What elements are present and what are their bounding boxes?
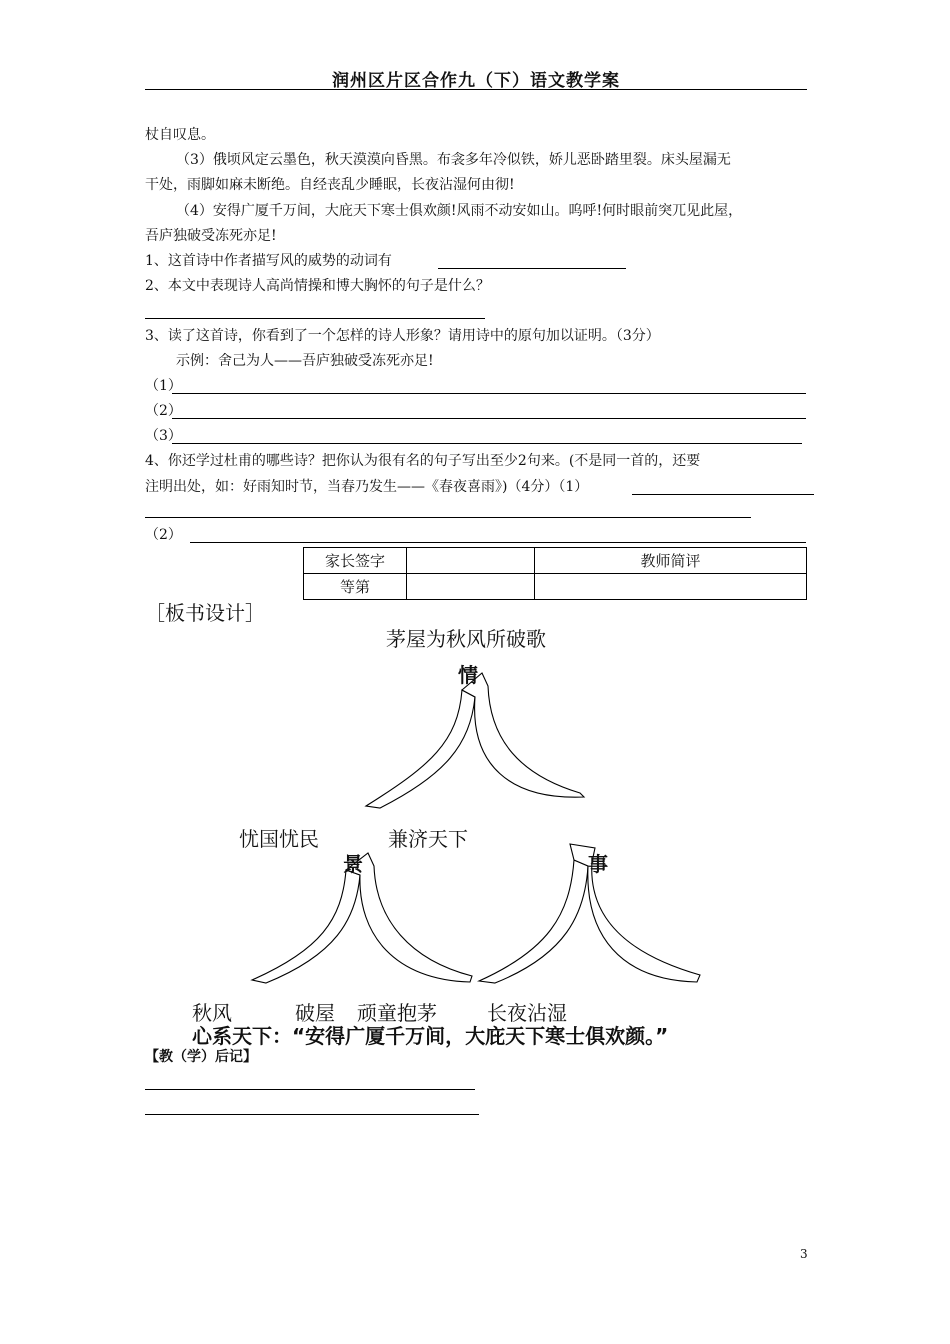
board-title: 茅屋为秋风所破歌 bbox=[386, 627, 546, 651]
arrow-jing-to-left bbox=[252, 870, 360, 983]
board-bottom-children: 顽童抱茅 bbox=[357, 1001, 437, 1025]
board-qing: 情 bbox=[458, 663, 478, 687]
afterword-line-2[interactable] bbox=[145, 1114, 479, 1115]
board-jing: 景 bbox=[343, 852, 363, 876]
arrow-shi-to-left bbox=[479, 860, 588, 983]
afterword-line-1[interactable] bbox=[145, 1089, 475, 1090]
q4-label-2: （2） bbox=[145, 527, 182, 543]
board-bottom-autumn-wind: 秋风 bbox=[192, 1001, 232, 1025]
board-bottom-long-night: 长夜沾湿 bbox=[487, 1001, 567, 1025]
q3-label-2: （2） bbox=[145, 403, 182, 419]
poem-stanza-3-line-2: 干处，雨脚如麻未断绝。自经丧乱少睡眠，长夜沾湿何由彻! bbox=[145, 177, 515, 193]
arrow-jing-to-right bbox=[346, 853, 472, 982]
question-4-line-1: 4、你还学过杜甫的哪些诗？把你认为很有名的句子写出至少2句来。(不是同一首的，还要 bbox=[145, 453, 701, 469]
question-1: 1、这首诗中作者描写风的威势的动词有 bbox=[145, 253, 392, 269]
board-summary: 心系天下：“安得广厦千万间，大庇天下寒士俱欢颜。” bbox=[192, 1024, 669, 1048]
afterword-label: 【教（学）后记】 bbox=[145, 1049, 257, 1065]
poem-continuation: 杖自叹息。 bbox=[145, 127, 215, 143]
question-4-line-2: 注明出处，如：好雨知时节，当春乃发生——《春夜喜雨》)（4分）（1） bbox=[145, 479, 589, 495]
arrow-qing-to-right bbox=[462, 673, 584, 797]
q3-label-3: （3） bbox=[145, 428, 182, 444]
teacher-comment-label: 教师简评 bbox=[535, 548, 807, 574]
poem-stanza-4-line-1: （4）安得广厦千万间，大庇天下寒士俱欢颜!风雨不动安如山。呜呼!何时眼前突兀见此屋， bbox=[176, 203, 743, 219]
board-bottom-broken-house: 破屋 bbox=[295, 1001, 335, 1025]
page-number: 3 bbox=[800, 1247, 808, 1261]
q3-label-1: （1） bbox=[145, 378, 182, 394]
grade-label: 等第 bbox=[304, 574, 407, 600]
arrow-qing-to-left bbox=[366, 690, 475, 808]
board-left-theme: 忧国忧民 bbox=[239, 827, 319, 851]
question-3: 3、读了这首诗，你看到了一个怎样的诗人形象？请用诗中的原句加以证明。（3分） bbox=[145, 328, 660, 344]
poem-stanza-3-line-1: （3）俄顷风定云墨色，秋天漠漠向昏黑。布衾多年冷似铁，娇儿恶卧踏里裂。床头屋漏无 bbox=[176, 152, 731, 168]
question-2: 2、本文中表现诗人高尚情操和博大胸怀的句子是什么？ bbox=[145, 278, 490, 294]
board-shi: 事 bbox=[588, 852, 608, 876]
board-design-heading: ［板书设计］ bbox=[145, 601, 265, 625]
page-header-title: 润州区片区合作九（下）语文教学案 bbox=[332, 71, 620, 91]
poem-stanza-4-line-2: 吾庐独破受冻死亦足! bbox=[145, 228, 277, 244]
parent-sign-label: 家长签字 bbox=[304, 548, 407, 574]
board-right-theme: 兼济天下 bbox=[388, 827, 468, 851]
question-3-example: 示例：舍己为人——吾庐独破受冻死亦足! bbox=[176, 353, 434, 369]
